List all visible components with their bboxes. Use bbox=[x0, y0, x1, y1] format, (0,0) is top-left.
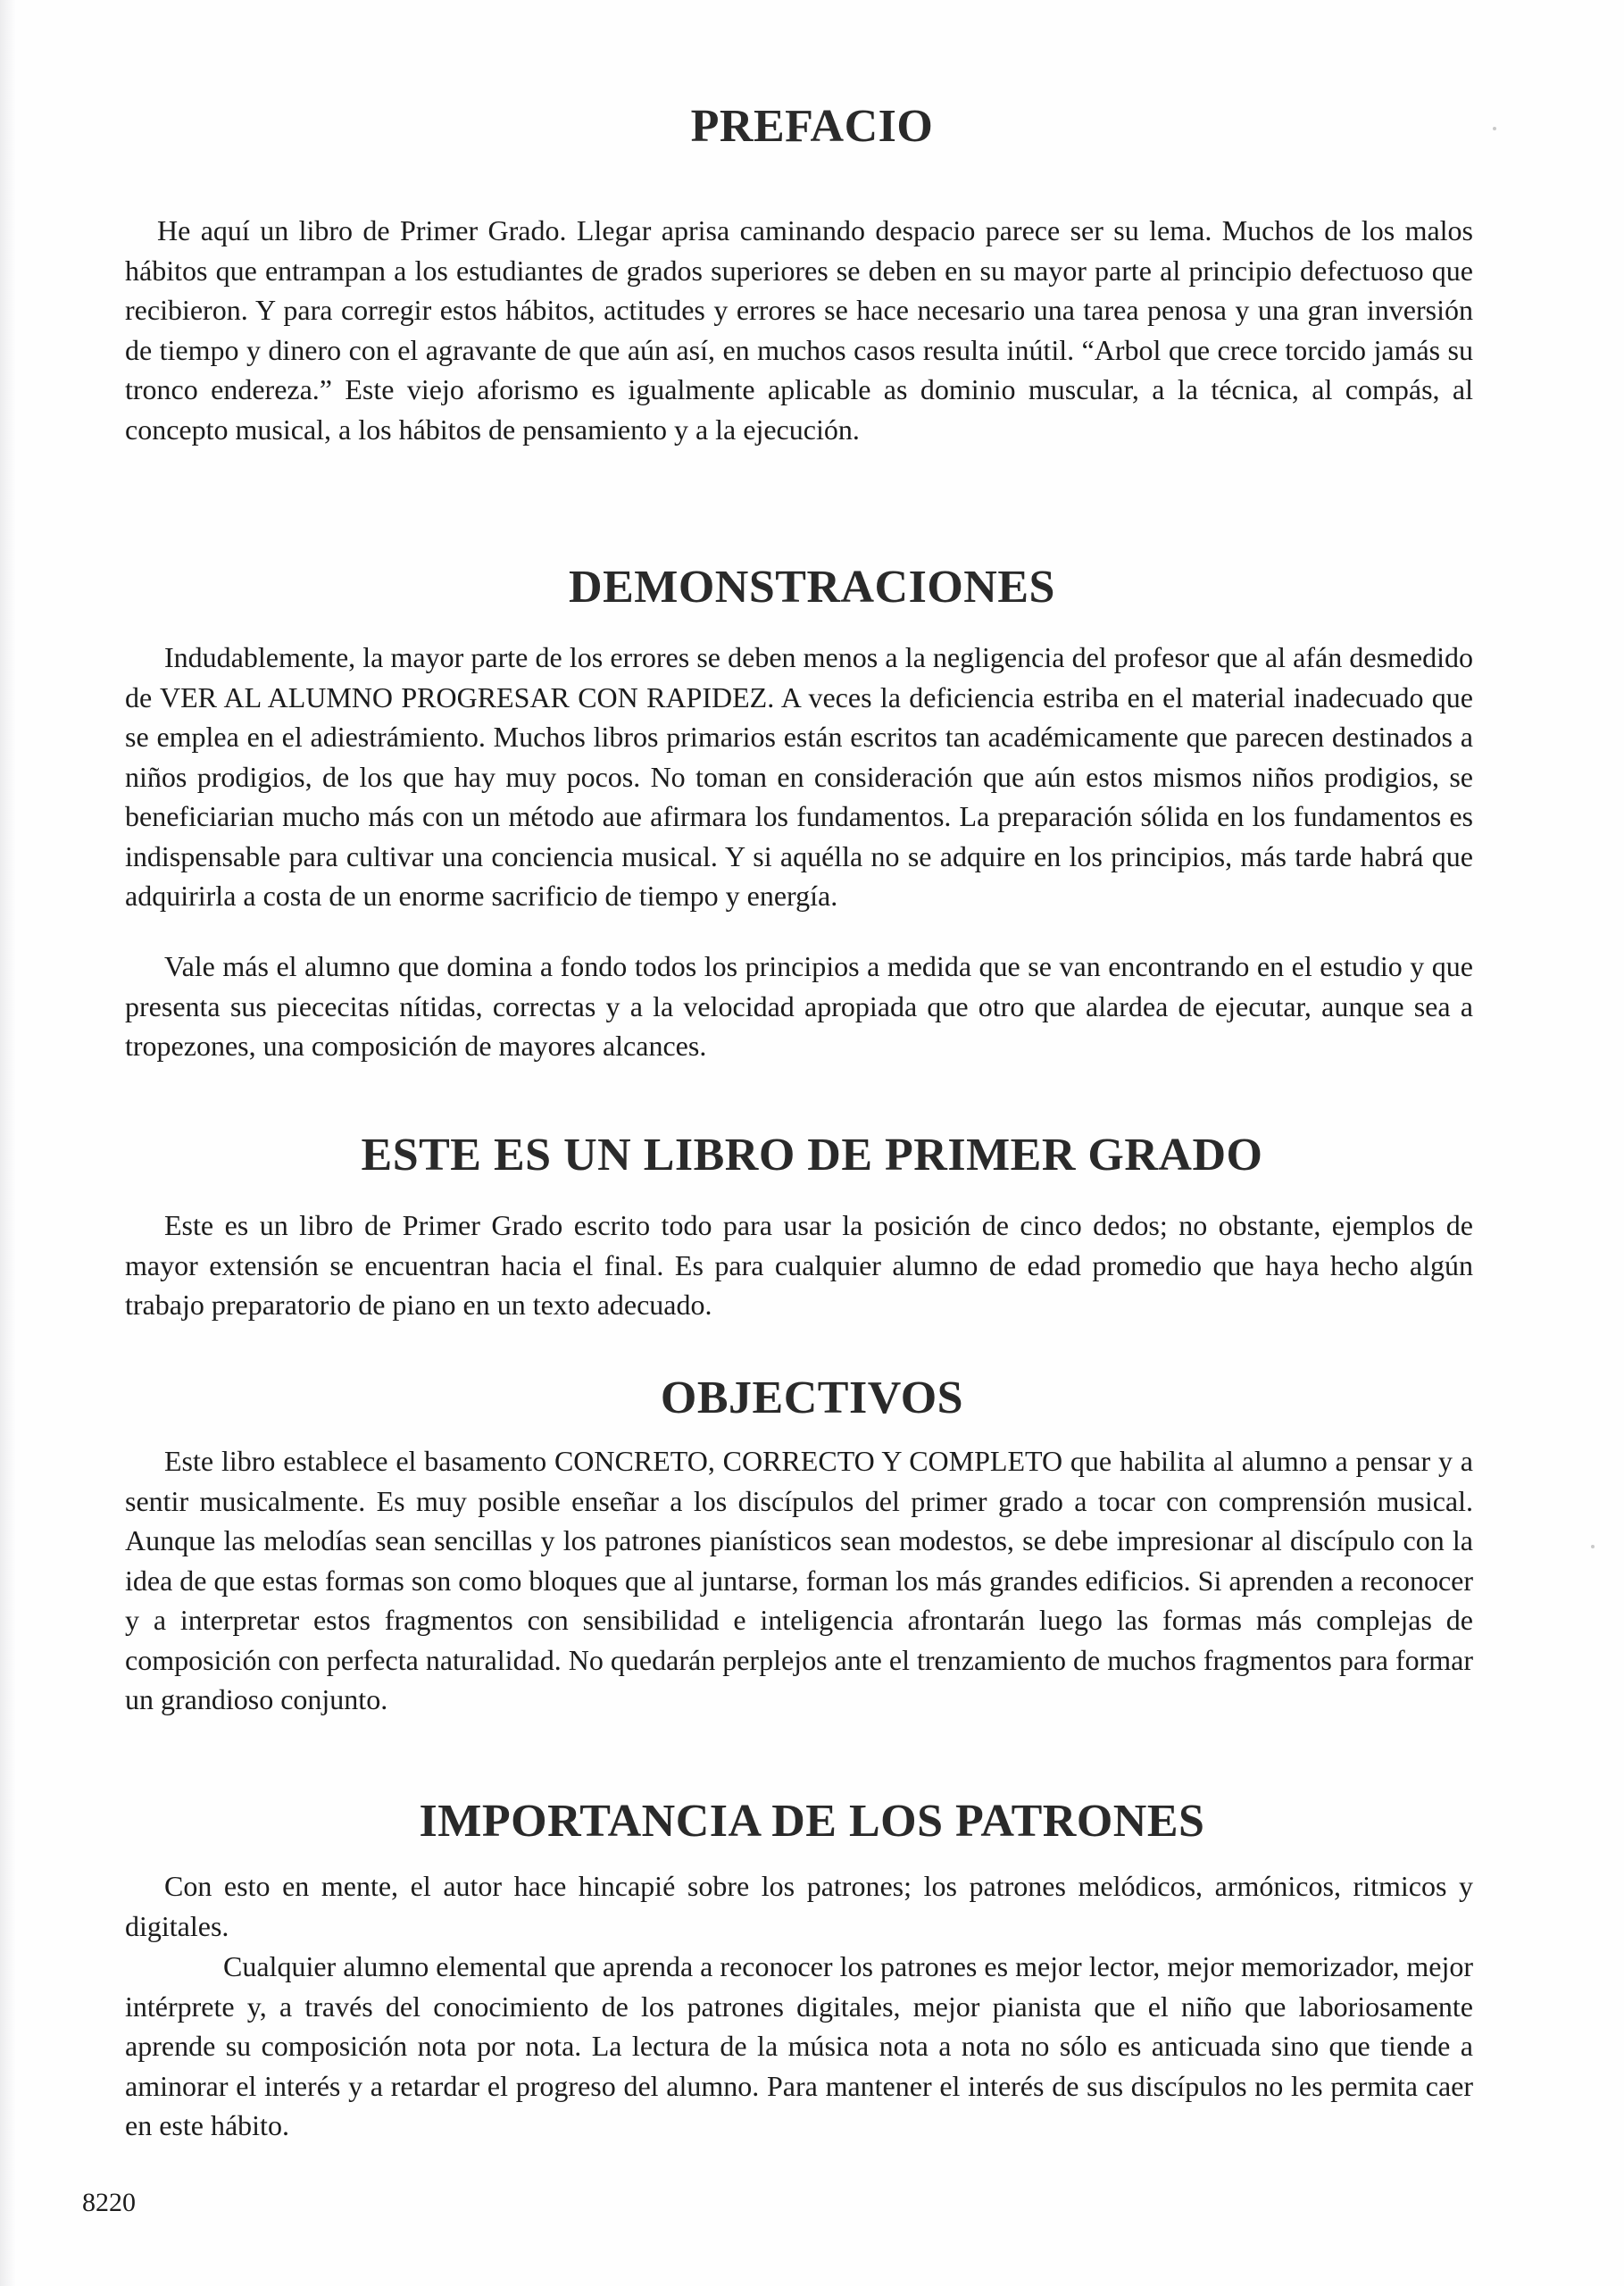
section-title-objectivos: OBJECTIVOS bbox=[660, 1372, 964, 1423]
prefacio-paragraph: He aquí un libro de Primer Grado. Llegar aprisa caminando despacio parece ser su lema. Muchos de los malos hábitos que entrampan a los estudiantes de grados superiores se deben en su mayor parte al principio defectuoso que recibieron. Y para corregir estos hábitos, actitudes y errores se hace necesario una tarea penosa y una gran inversión de tiempo y dinero con el agravante de que aún así, en muchos casos resulta inútil. “Arbol que crece torcido jamás su tronco endereza.” Este viejo aforismo es igualmente aplicable as dominio muscular, a la técnica, al compás, al concepto musical, a los hábitos de pensamiento y a la ejecución. bbox=[125, 214, 1473, 446]
demonstraciones-paragraph-2: Vale más el alumno que domina a fondo todos los principios a medida que se van encontrando en el estudio y que presenta sus piececitas nítidas, correctas y a la velocidad apropiada que otro que alardea de ejecutar, aunque sea a tropezones, una composición de mayores alcances. bbox=[125, 950, 1473, 1062]
section-title-demonstraciones: DEMONSTRACIONES bbox=[569, 562, 1055, 613]
section-title-primer-grado: ESTE ES UN LIBRO DE PRIMER GRADO bbox=[361, 1130, 1263, 1181]
patrones-paragraph-1: Con esto en mente, el autor hace hincapié sobre los patrones; los patrones melódicos, armónicos, ritmicos y digitales. bbox=[125, 1870, 1473, 1942]
section-title-patrones: IMPORTANCIA DE LOS PATRONES bbox=[419, 1796, 1205, 1847]
patrones-paragraph-2: Cualquier alumno elemental que aprenda a reconocer los patrones es mejor lector, mejor memorizador, mejor intérprete y, a través del conocimiento de los patrones digitales, mejor pianista que el niño que laboriosamente aprende su composición nota por nota. La lectura de la música nota a nota no sólo es anticuada sino que tiende a aminorar el interés y a retardar el progreso del alumno. Para mantener el interés de sus discípulos no les permita caer en este hábito. bbox=[125, 1950, 1473, 2141]
primer-grado-paragraph: Este es un libro de Primer Grado escrito todo para usar la posición de cinco dedos; no obstante, ejemplos de mayor extensión se encuentran hacia el final. Es para cualquier alumno de edad promedio que haya hecho algún trabajo preparatorio de piano en un texto adecuado. bbox=[125, 1209, 1473, 1321]
demonstraciones-paragraph-1: Indudablemente, la mayor parte de los errores se deben menos a la negligencia del profesor que al afán desmedido de VER AL ALUMNO PROGRESAR CON RAPIDEZ. A veces la deficiencia estriba en el material inadecuado que se emplea en el adiestrámiento. Muchos libros primarios están escritos tan académicamente que parecen destinados a niños prodigios, de los que hay muy pocos. No toman en consideración que aún estos mismos niños prodigios, se beneficiarian mucho más con un método aue afirmara los fundamentos. La preparación sólida en los fundamentos es indispensable para cultivar una conciencia musical. Y si aquélla no se adquire en los principios, más tarde habrá que adquirirla a costa de un enorme sacrificio de tiempo y energía. bbox=[125, 641, 1473, 912]
objectivos-paragraph: Este libro establece el basamento CONCRETO, CORRECTO Y COMPLETO que habilita al alumno a pensar y a sentir musicalmente. Es muy posible enseñar a los discípulos del primer grado a tocar con comprensión musical. Aunque las melodías sean sencillas y los patrones pianísticos sean modestos, se debe impresionar al discípulo con la idea de que estas formas son como bloques que al juntarse, forman los más grandes edificios. Si aprenden a reconocer y a interpretar estos fragmentos con sensibilidad e inteligencia afrontarán luego las formas más complejas de composición con perfecta naturalidad. No quedarán perplejos ante el trenzamiento de muchos fragmentos para formar un grandioso conjunto. bbox=[125, 1445, 1473, 1715]
section-title-prefacio: PREFACIO bbox=[690, 101, 934, 152]
scan-speck bbox=[1591, 1545, 1595, 1548]
page-number: 8220 bbox=[82, 2188, 136, 2217]
